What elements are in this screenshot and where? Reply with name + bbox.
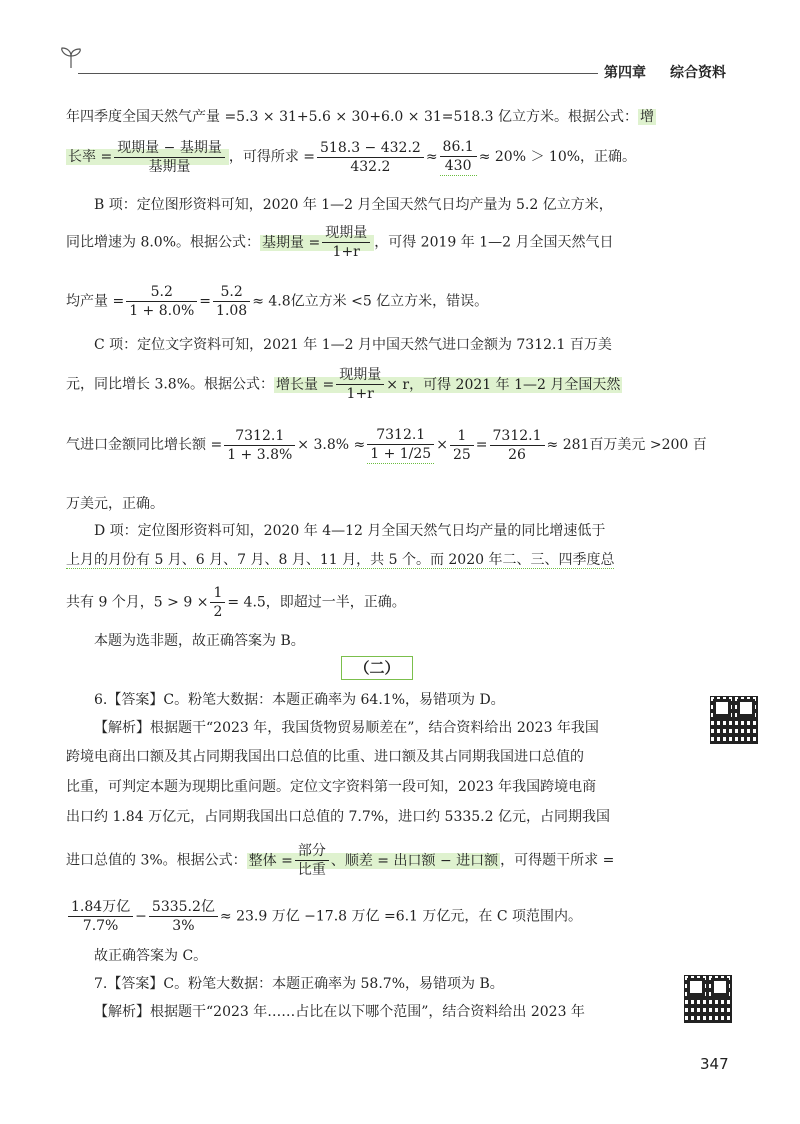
sprout-icon — [58, 46, 84, 70]
pB-line3: 均产量 = $\frac{5.2}{1 + 8.0\%}$ = $\frac{5.2}{1.08}$ ≈ 4.8亿立方米 <5 亿立方米，错误。 — [66, 284, 489, 319]
q7-analysis-line1: 【解析】根据题干“2023 年……占比在以下哪个范围”，结合资料给出 2023 年 — [94, 1004, 585, 1020]
formula-growth-rate: 长率 = $\frac{\text{现期量 − 基期量}}{\text{基期量}}$ — [66, 149, 229, 165]
formula-whole: 整体 = $\frac{\text{部分}}{\text{比重}}$ 、顺差 = 出口额 − 进口额 — [248, 843, 499, 878]
pD-line1: D 项：定位图形资料可知，2020 年 4—12 月全国天然气日均产量的同比增速低于 — [94, 523, 606, 539]
q6-analysis-line4: 出口约 1.84 万亿元，占同期我国出口总值的 7.7%，进口约 5335.2 亿元，占同期我国 — [66, 809, 610, 825]
pC-line3: 气进口金额同比增长额 = $\frac{7312.1}{1 + 3.8\%}$ × 3.8% ≈ $\frac{7312.1}{1 + 1/25}$ × $\frac{1}{25}$ = $\frac{7312.1}{26}$ ≈ 281百万美元 >200 百 — [66, 427, 707, 463]
pB-line2: 同比增速为 8.0%。根据公式： 基期量 = $\frac{\text{现期量}}{1+r}$ ，可得 2019 年 1—2 月全国天然气日 — [66, 225, 614, 260]
section-heading: （二） — [341, 656, 413, 680]
formula-base-period: 基期量 = $\frac{\text{现期量}}{1+r}$ — [260, 235, 374, 251]
pC-line2: 元，同比增长 3.8%。根据公式： 增长量 = $\frac{\text{现期量}}{1+r}$ × r，可得 2021 年 1—2 月全国天然 — [66, 367, 621, 402]
header-rule — [78, 73, 598, 74]
formula-increment: 增长量 = $\frac{\text{现期量}}{1+r}$ × r，可得 2021 年 1—2 月全国天然 — [276, 367, 621, 402]
qr-code-icon-2[interactable] — [684, 975, 732, 1023]
pD-conclusion: 本题为选非题，故正确答案为 B。 — [94, 633, 305, 649]
q6-analysis-line5: 进口总值的 3%。根据公式： 整体 = $\frac{\text{部分}}{\text{比重}}$ 、顺差 = 出口额 − 进口额 ，可得题干所求 = — [66, 843, 615, 878]
pD-line2: 上月的月份有 5 月、6 月、7 月、8 月、11 月，共 5 个。而 2020 年二、三、四季度总 — [66, 552, 615, 568]
pB-line1: B 项：定位图形资料可知，2020 年 1—2 月全国天然气日均产量为 5.2 亿立方米， — [94, 197, 613, 213]
q6-analysis-line1: 【解析】根据题干“2023 年，我国货物贸易顺差在”，结合资料给出 2023 年我国 — [94, 720, 599, 736]
chapter-label: 第四章 — [604, 65, 646, 81]
p1-line1: 年四季度全国天然气产量 =5.3 × 31+5.6 × 30+6.0 × 31=518.3 亿立方米。根据公式： 增 — [66, 109, 655, 125]
q6-answer: 6.【答案】C。粉笔大数据：本题正确率为 64.1%，易错项为 D。 — [94, 692, 505, 708]
pD-line3: 共有 9 个月，5 > 9 × $\frac{1}{2}$ = 4.5，即超过一半，正确。 — [66, 585, 406, 620]
page-number: 347 — [700, 1055, 729, 1073]
q7-answer: 7.【答案】C。粉笔大数据：本题正确率为 58.7%，易错项为 B。 — [94, 976, 504, 992]
q6-analysis-line2: 跨境电商出口额及其占同期我国出口总值的比重、进口额及其占同期我国进口总值的 — [66, 749, 584, 765]
q6-analysis-line6: $\frac{\text{1.84万亿}}{7.7\%}$ − $\frac{\text{5335.2亿}}{3\%}$ ≈ 23.9 万亿 −17.8 万亿 =6.1 万亿元，在 C 项范围内。 — [66, 898, 582, 935]
p1-line2: 长率 = $\frac{\text{现期量 − 基期量}}{\text{基期量}}$ ，可得所求 = $\frac{518.3 - 432.2}{432.2}$ ≈ $\frac{86.1}{430}$ ≈ 20% ＞ 10%，正确。 — [68, 139, 637, 175]
q6-conclusion: 故正确答案为 C。 — [94, 948, 208, 964]
q6-analysis-line3: 比重，可判定本题为现期比重问题。定位文字资料第一段可知，2023 年我国跨境电商 — [66, 779, 597, 795]
qr-code-icon[interactable] — [710, 696, 758, 744]
pC-line1: C 项：定位文字资料可知，2021 年 1—2 月中国天然气进口金额为 7312.1 百万美 — [94, 337, 612, 353]
pC-line4: 万美元，正确。 — [66, 496, 164, 512]
section-label: 综合资料 — [670, 65, 726, 81]
